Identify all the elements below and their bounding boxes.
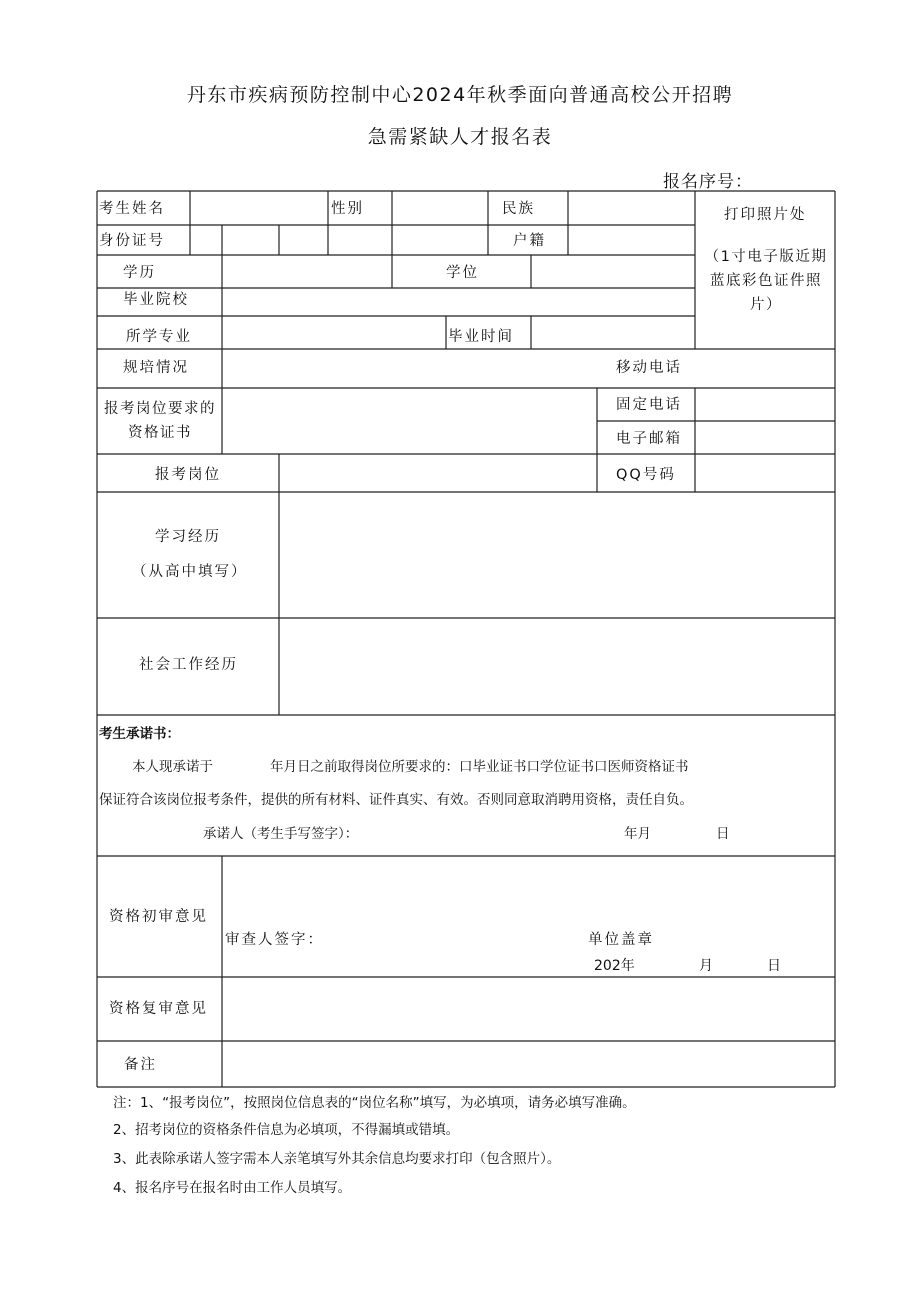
landline-label: 固定电话 xyxy=(616,397,682,413)
review-month: 月 xyxy=(699,958,713,974)
position-label: 报考岗位 xyxy=(155,467,221,483)
work-history-label: 社会工作经历 xyxy=(139,657,238,673)
review-day: 日 xyxy=(767,958,781,974)
degree-label: 学位 xyxy=(446,265,479,281)
education-label: 学历 xyxy=(123,265,156,281)
name-label: 考生姓名 xyxy=(99,201,165,217)
photo-area-note: （1寸电子版近期蓝底彩色证件照片） xyxy=(704,249,828,313)
note-2: 2、招考岗位的资格条件信息为必填项，不得漏填或错填。 xyxy=(113,1122,460,1138)
unit-seal-label: 单位盖章 xyxy=(588,932,654,948)
serial-number-label: 报名序号： xyxy=(663,172,753,192)
hukou-label: 户籍 xyxy=(513,233,546,249)
pledge-year-month: 年月 xyxy=(624,826,651,842)
note-3: 3、此表除承诺人签字需本人亲笔填写外其余信息均要求打印（包含照片）。 xyxy=(113,1151,561,1167)
remarks-label: 备注 xyxy=(124,1057,157,1073)
note-1: 注：1、“报考岗位”，按照岗位信息表的“岗位名称”填写，为必填项，请务必填写准确。 xyxy=(113,1095,636,1111)
form-title-line1: 丹东市疾病预防控制中心2024年秋季面向普通高校公开招聘 xyxy=(186,84,734,106)
review-year: 202年 xyxy=(594,958,635,974)
grad-time-label: 毕业时间 xyxy=(448,329,514,345)
major-label: 所学专业 xyxy=(126,329,192,345)
study-history-label: 学习经历 xyxy=(155,529,221,545)
mobile-label: 移动电话 xyxy=(616,360,682,376)
pledge-line1-start: 本人现承诺于 xyxy=(132,759,213,775)
training-label: 规培情况 xyxy=(123,360,189,376)
id-number-label: 身份证号 xyxy=(99,233,165,249)
initial-review-label: 资格初审意见 xyxy=(109,909,208,925)
second-review-label: 资格复审意见 xyxy=(109,1001,208,1017)
ethnicity-label: 民族 xyxy=(502,201,535,217)
school-label: 毕业院校 xyxy=(123,292,189,308)
pledge-heading: 考生承诺书： xyxy=(99,726,180,742)
note-4: 4、报名序号在报名时由工作人员填写。 xyxy=(113,1180,352,1196)
photo-area-title: 打印照片处 xyxy=(724,207,807,223)
pledge-signer-label: 承诺人（考生手写签字）： xyxy=(203,826,359,842)
pledge-day: 日 xyxy=(716,826,730,842)
cert-required-label: 报考岗位要求的资格证书 xyxy=(104,401,216,441)
email-label: 电子邮箱 xyxy=(616,431,682,447)
gender-label: 性别 xyxy=(331,201,364,217)
reviewer-sign-label: 审查人签字： xyxy=(225,932,324,948)
pledge-line2: 保证符合该岗位报考条件，提供的所有材料、证件真实、有效。否则同意取消聘用资格，责任自负。 xyxy=(99,792,693,808)
qq-label: QQ号码 xyxy=(616,467,676,483)
form-title-line2: 急需紧缺人才报名表 xyxy=(367,126,553,148)
study-history-note: （从高中填写） xyxy=(132,564,248,580)
pledge-line1-rest: 年月日之前取得岗位所要求的：口毕业证书口学位证书口医师资格证书 xyxy=(270,759,689,775)
